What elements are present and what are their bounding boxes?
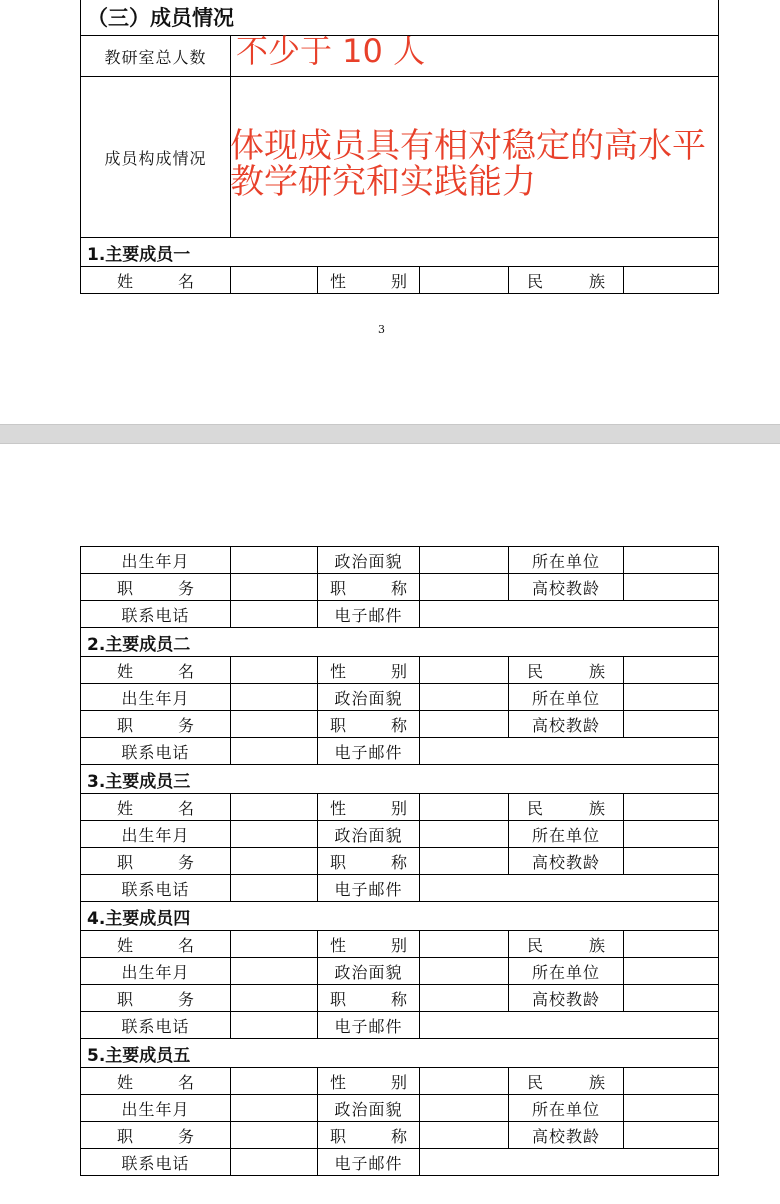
phone-label: 联系电话 bbox=[81, 601, 231, 628]
ethnicity-value[interactable] bbox=[624, 1068, 719, 1095]
years-label: 高校教龄 bbox=[509, 711, 624, 738]
position-value[interactable] bbox=[231, 985, 318, 1012]
years-value[interactable] bbox=[624, 711, 719, 738]
composition-label: 成员构成情况 bbox=[81, 77, 231, 238]
name-label: 姓 名 bbox=[81, 657, 231, 684]
gender-value[interactable] bbox=[420, 1068, 509, 1095]
ethnicity-value[interactable] bbox=[624, 931, 719, 958]
rank-value[interactable] bbox=[420, 1122, 509, 1149]
ethnicity-label: 民 族 bbox=[509, 267, 624, 294]
member-title: 3.主要成员三 bbox=[81, 765, 719, 794]
years-value[interactable] bbox=[624, 985, 719, 1012]
politics-label: 政治面貌 bbox=[318, 1095, 420, 1122]
politics-label: 政治面貌 bbox=[318, 821, 420, 848]
position-value[interactable] bbox=[231, 574, 318, 601]
years-value[interactable] bbox=[624, 574, 719, 601]
birth-label: 出生年月 bbox=[81, 547, 231, 574]
email-value[interactable] bbox=[420, 875, 719, 902]
total-label: 教研室总人数 bbox=[81, 36, 231, 77]
position-label: 职 务 bbox=[81, 985, 231, 1012]
page-separator bbox=[0, 424, 780, 444]
email-label: 电子邮件 bbox=[318, 738, 420, 765]
email-value[interactable] bbox=[420, 1012, 719, 1039]
phone-label: 联系电话 bbox=[81, 875, 231, 902]
name-value[interactable] bbox=[231, 1068, 318, 1095]
name-label: 姓 名 bbox=[81, 267, 231, 294]
rank-value[interactable] bbox=[420, 985, 509, 1012]
years-value[interactable] bbox=[624, 1122, 719, 1149]
ethnicity-label: 民 族 bbox=[509, 794, 624, 821]
position-value[interactable] bbox=[231, 1122, 318, 1149]
email-value[interactable] bbox=[420, 1149, 719, 1176]
rank-label: 职 称 bbox=[318, 848, 420, 875]
composition-annotation-line2: 教学研究和实践能力 bbox=[230, 162, 536, 202]
phone-value[interactable] bbox=[231, 875, 318, 902]
section-title: （三）成员情况 bbox=[81, 0, 719, 36]
phone-label: 联系电话 bbox=[81, 1012, 231, 1039]
table-page2 bbox=[80, 546, 719, 1176]
unit-value[interactable] bbox=[624, 821, 719, 848]
unit-value[interactable] bbox=[624, 547, 719, 574]
years-label: 高校教龄 bbox=[509, 985, 624, 1012]
name-label: 姓 名 bbox=[81, 1068, 231, 1095]
unit-label: 所在单位 bbox=[509, 821, 624, 848]
politics-value[interactable] bbox=[420, 547, 509, 574]
rank-value[interactable] bbox=[420, 711, 509, 738]
email-label: 电子邮件 bbox=[318, 1012, 420, 1039]
position-label: 职 务 bbox=[81, 574, 231, 601]
phone-value[interactable] bbox=[231, 1149, 318, 1176]
birth-label: 出生年月 bbox=[81, 821, 231, 848]
birth-value[interactable] bbox=[231, 821, 318, 848]
gender-value[interactable] bbox=[420, 931, 509, 958]
total-annotation: 不少于 10 人 bbox=[236, 32, 426, 70]
name-value[interactable] bbox=[231, 657, 318, 684]
years-value[interactable] bbox=[624, 848, 719, 875]
gender-label: 性 别 bbox=[318, 931, 420, 958]
politics-value[interactable] bbox=[420, 1095, 509, 1122]
unit-label: 所在单位 bbox=[509, 958, 624, 985]
member-title: 1.主要成员一 bbox=[81, 238, 719, 267]
birth-label: 出生年月 bbox=[81, 684, 231, 711]
phone-value[interactable] bbox=[231, 1012, 318, 1039]
politics-label: 政治面貌 bbox=[318, 958, 420, 985]
politics-label: 政治面貌 bbox=[318, 547, 420, 574]
unit-label: 所在单位 bbox=[509, 684, 624, 711]
rank-label: 职 称 bbox=[318, 574, 420, 601]
politics-value[interactable] bbox=[420, 684, 509, 711]
gender-value[interactable] bbox=[420, 794, 509, 821]
phone-label: 联系电话 bbox=[81, 738, 231, 765]
member-title: 4.主要成员四 bbox=[81, 902, 719, 931]
gender-value[interactable] bbox=[420, 267, 509, 294]
birth-label: 出生年月 bbox=[81, 1095, 231, 1122]
birth-value[interactable] bbox=[231, 1095, 318, 1122]
unit-value[interactable] bbox=[624, 958, 719, 985]
unit-label: 所在单位 bbox=[509, 547, 624, 574]
member-title: 5.主要成员五 bbox=[81, 1039, 719, 1068]
rank-label: 职 称 bbox=[318, 1122, 420, 1149]
politics-value[interactable] bbox=[420, 958, 509, 985]
ethnicity-value[interactable] bbox=[624, 267, 719, 294]
email-value[interactable] bbox=[420, 601, 719, 628]
phone-value[interactable] bbox=[231, 738, 318, 765]
years-label: 高校教龄 bbox=[509, 848, 624, 875]
position-value[interactable] bbox=[231, 711, 318, 738]
email-label: 电子邮件 bbox=[318, 601, 420, 628]
position-value[interactable] bbox=[231, 848, 318, 875]
name-label: 姓 名 bbox=[81, 794, 231, 821]
name-value[interactable] bbox=[231, 794, 318, 821]
years-label: 高校教龄 bbox=[509, 574, 624, 601]
gender-label: 性 别 bbox=[318, 794, 420, 821]
ethnicity-label: 民 族 bbox=[509, 931, 624, 958]
birth-label: 出生年月 bbox=[81, 958, 231, 985]
years-label: 高校教龄 bbox=[509, 1122, 624, 1149]
position-label: 职 务 bbox=[81, 848, 231, 875]
ethnicity-label: 民 族 bbox=[509, 657, 624, 684]
position-label: 职 务 bbox=[81, 1122, 231, 1149]
rank-value[interactable] bbox=[420, 574, 509, 601]
birth-value[interactable] bbox=[231, 684, 318, 711]
name-value[interactable] bbox=[231, 267, 318, 294]
unit-label: 所在单位 bbox=[509, 1095, 624, 1122]
rank-label: 职 称 bbox=[318, 985, 420, 1012]
name-value[interactable] bbox=[231, 931, 318, 958]
rank-value[interactable] bbox=[420, 848, 509, 875]
ethnicity-label: 民 族 bbox=[509, 1068, 624, 1095]
politics-label: 政治面貌 bbox=[318, 684, 420, 711]
gender-label: 性 别 bbox=[318, 1068, 420, 1095]
gender-value[interactable] bbox=[420, 657, 509, 684]
name-label: 姓 名 bbox=[81, 931, 231, 958]
unit-value[interactable] bbox=[624, 1095, 719, 1122]
email-label: 电子邮件 bbox=[318, 875, 420, 902]
gender-label: 性 别 bbox=[318, 267, 420, 294]
gender-label: 性 别 bbox=[318, 657, 420, 684]
ethnicity-value[interactable] bbox=[624, 657, 719, 684]
page-number: 3 bbox=[378, 323, 385, 336]
position-label: 职 务 bbox=[81, 711, 231, 738]
email-value[interactable] bbox=[420, 738, 719, 765]
ethnicity-value[interactable] bbox=[624, 794, 719, 821]
phone-label: 联系电话 bbox=[81, 1149, 231, 1176]
email-label: 电子邮件 bbox=[318, 1149, 420, 1176]
politics-value[interactable] bbox=[420, 821, 509, 848]
rank-label: 职 称 bbox=[318, 711, 420, 738]
birth-value[interactable] bbox=[231, 547, 318, 574]
birth-value[interactable] bbox=[231, 958, 318, 985]
composition-annotation-line1: 体现成员具有相对稳定的高水平 bbox=[230, 126, 706, 166]
member-title: 2.主要成员二 bbox=[81, 628, 719, 657]
unit-value[interactable] bbox=[624, 684, 719, 711]
phone-value[interactable] bbox=[231, 601, 318, 628]
